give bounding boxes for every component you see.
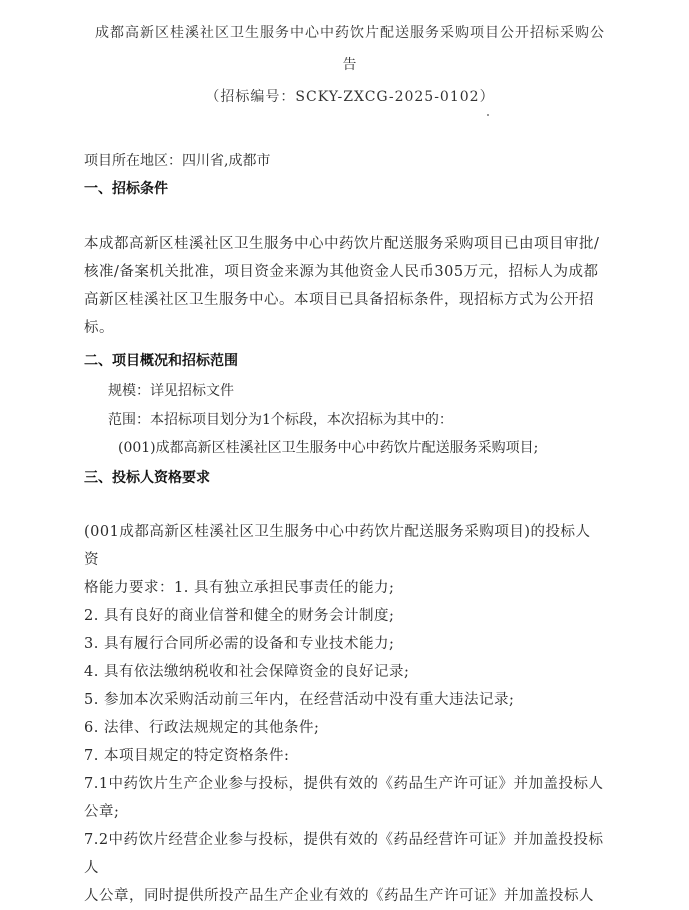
section-3-intro: 格能力要求：1. 具有独立承担民事责任的能力; <box>84 580 395 596</box>
qualification-item: 2. 具有良好的商业信誉和健全的财务会计制度; <box>84 608 395 624</box>
section-1-line: 标。 <box>84 320 114 336</box>
section-3-body <box>84 518 604 910</box>
scope-line: 范围：本招标项目划分为1个标段，本次招标为其中的： <box>108 412 453 428</box>
qualification-item: 7.1中药饮片生产企业参与投标，提供有效的《药品生产许可证》并加盖投标人 <box>84 776 604 792</box>
section-1-line: 本成都高新区桂溪社区卫生服务中心中药饮片配送服务采购项目已由项目审批/ <box>84 236 600 252</box>
section-1-body <box>84 230 604 342</box>
section-3-intro: (001成都高新区桂溪社区卫生服务中心中药饮片配送服务采购项目)的投标人资 <box>84 524 591 568</box>
qualification-item: 6. 法律、行政法规规定的其他条件; <box>84 720 320 736</box>
project-location: 项目所在地区：四川省,成都市 <box>84 153 271 169</box>
section-2-heading: 二、项目概况和招标范围 <box>84 353 238 369</box>
title-line-1: 成都高新区桂溪社区卫生服务中心中药饮片配送服务采购项目公开招标采购公 <box>95 25 605 41</box>
qualification-item: 4. 具有依法缴纳税收和社会保障资金的良好记录; <box>84 664 410 680</box>
qualification-item: 7.2中药饮片经营企业参与投标，提供有效的《药品经营许可证》并加盖投投标人 <box>84 832 604 876</box>
qualification-item: 公章; <box>84 804 120 820</box>
tender-number: （招标编号：SCKY-ZXCG-2025-0102） <box>205 89 495 105</box>
qualification-item: 3. 具有履行合同所必需的设备和专业技术能力; <box>84 636 395 652</box>
section-1-line: 高新区桂溪社区卫生服务中心。本项目已具备招标条件，现招标方式为公开招 <box>84 292 594 308</box>
title-line-2: 告 <box>342 57 358 73</box>
section-3-heading: 三、投标人资格要求 <box>84 470 210 486</box>
stray-dot <box>487 114 489 116</box>
section-1-line: 核准/备案机关批准，项目资金来源为其他资金人民币305万元，招标人为成都 <box>84 264 599 280</box>
qualification-item: 5. 参加本次采购活动前三年内，在经营活动中没有重大违法记录; <box>84 692 515 708</box>
section-1-heading: 一、招标条件 <box>84 181 168 197</box>
qualification-item: 人公章，同时提供所投产品生产企业有效的《药品生产许可证》并加盖投标人 <box>84 888 594 904</box>
scale-line: 规模：详见招标文件 <box>108 383 234 399</box>
lot-item: (001)成都高新区桂溪社区卫生服务中心中药饮片配送服务采购项目; <box>118 440 539 456</box>
qualification-item: 7. 本项目规定的特定资格条件: <box>84 748 290 764</box>
